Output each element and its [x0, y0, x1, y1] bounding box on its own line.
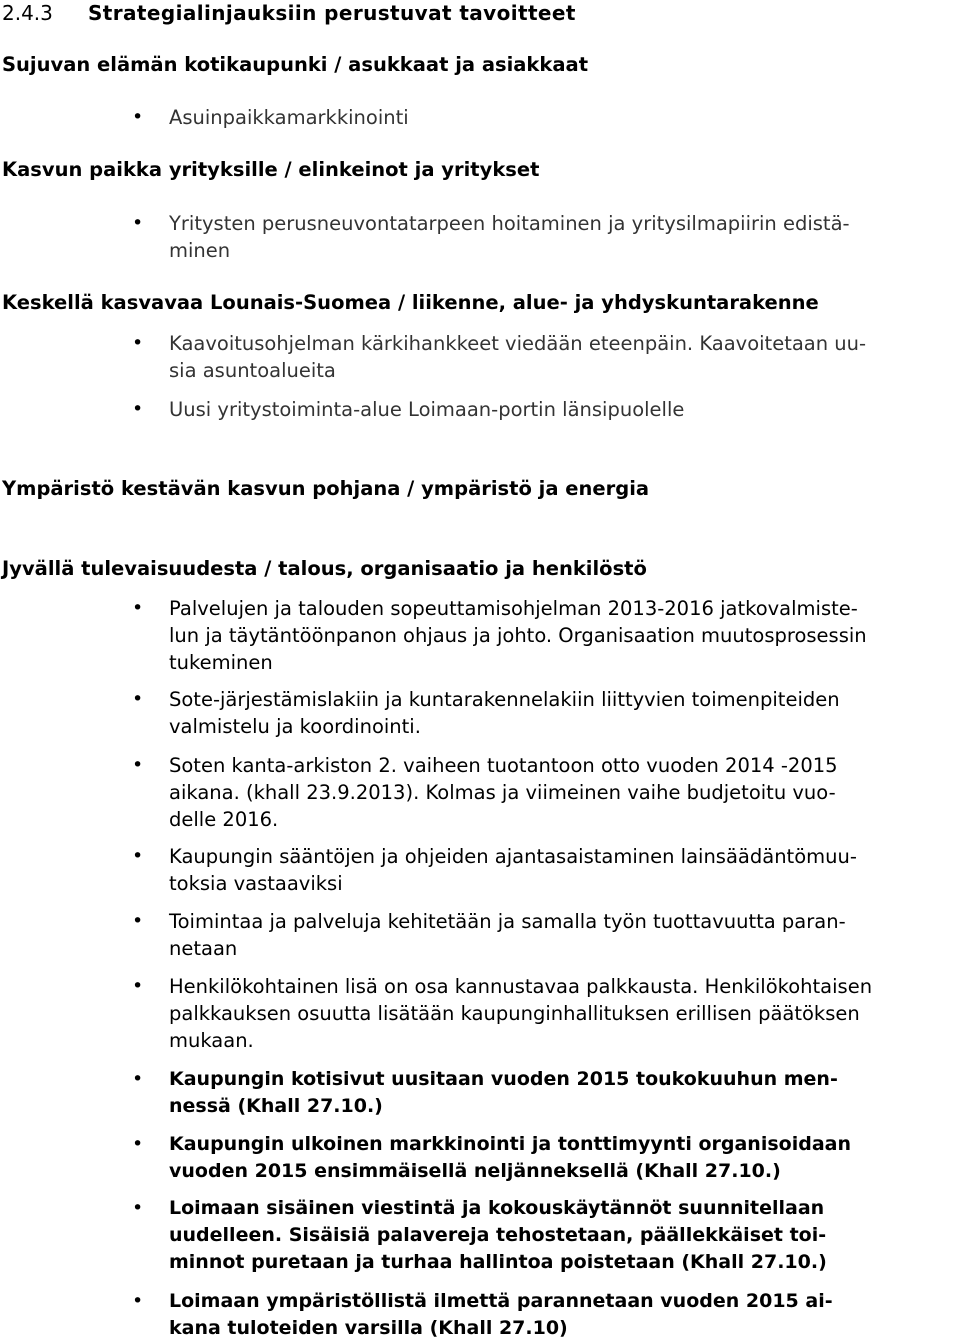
goal-title-environment: Ympäristö kestävän kasvun pohjana / ympäristö ja energia — [2, 477, 650, 500]
bullet-icon: • — [132, 1068, 144, 1090]
bullet-icon: • — [132, 597, 144, 619]
goal-title-businesses: Kasvun paikka yrityksille / elinkeinot ja yritykset — [2, 158, 540, 181]
bullet-icon: • — [132, 212, 144, 234]
bullet-icon: • — [132, 332, 144, 354]
heading-number: 2.4.3 — [2, 1, 53, 25]
bullet-icon: • — [132, 1290, 144, 1312]
bullet-icon: • — [132, 975, 144, 997]
bullet-icon: • — [132, 1197, 144, 1219]
bullet-icon: • — [132, 106, 144, 128]
bullet-icon: • — [132, 1133, 144, 1155]
section-heading — [0, 0, 960, 26]
heading-title: Strategialinjauksiin perustuvat tavoitteet — [88, 1, 576, 25]
bullet-icon: • — [132, 688, 144, 710]
document-page: 2.4.3 Strategialinjauksiin perustuvat tavoitteet Sujuvan elämän kotikaupunki / asukkaat ja asiakkaat • Asuinpaikkamarkkinointi Kasvun paikka yrityksille / elinkeinot ja yritykset • Yritysten perusneuvontatarpeen hoitaminen ja yritysilmapiirin edistä- minen Keskellä kasvavaa Lounais-Suomea / liikenne, alue- ja yhdyskuntarakenne • Kaavoitusohjelman kärkihankkeet viedään eteenpäin. Kaavoitetaan uu- sia asuntoalueita • Uusi yritystoiminta-alue Loimaan-portin länsipuolelle Ympäristö kestävän kasvun pohjana / ympäristö ja energia Jyvällä tulevaisuudesta / talous, organisaatio ja henkilöstö • Palvelujen ja talouden sopeuttamisohjelman 2013-2016 jatkovalmiste- lun ja täytäntöönpanon ohjaus ja johto. Organisaation muutosprosessin tukeminen • Sote-järjestämislakiin ja kuntarakennelakiin liittyvien toimenpiteiden valmistelu ja koordinointi. • Soten kanta-arkiston 2. vaiheen tuotantoon otto vuoden 2014 -2015 aikana. (khall 23.9.2013). Kolmas ja viimeinen vaihe budjetoitu vuo- delle 2016. • Kaupungin sääntöjen ja ohjeiden ajantasaistaminen lainsäädäntömuu- toksia vastaaviksi • Toimintaa ja palveluja kehitetään ja samalla työn tuottavuutta paran- netaan • Henkilökohtainen lisä on osa kannustavaa palkkausta. Henkilökohtaisen palkkauksen osuutta lisätään kaupunginhallituksen erillisen päätöksen mukaan. • Kaupungin kotisivut uusitaan vuoden 2015 toukokuuhun men- nessä (Khall 27.10.) • Kaupungin ulkoinen markkinointi ja tonttimyynti organisoidaan vuoden 2015 ensimmäisellä neljänneksellä (Khall 27.10.) • Loimaan sisäinen viestintä ja kokouskäytännöt suunnitellaan uudelleen. Sisäisiä palavereja tehostetaan, päällekkäiset toi- minnot puretaan ja turhaa hallintoa poistetaan (Khall 27.10.) • Loimaan ympäristöllistä ilmettä parannetaan vuoden 2015 ai- kana tuloteiden varsilla (Khall 27.10) — [0, 0, 960, 1339]
bullet-icon: • — [132, 398, 144, 420]
goal-title-infrastructure: Keskellä kasvavaa Lounais-Suomea / liikenne, alue- ja yhdyskuntarakenne — [2, 291, 819, 314]
bullet-icon: • — [132, 910, 144, 932]
goal-title-economy: Jyvällä tulevaisuudesta / talous, organisaatio ja henkilöstö — [2, 557, 647, 580]
bullet-icon: • — [132, 754, 144, 776]
goal-title-residents: Sujuvan elämän kotikaupunki / asukkaat ja asiakkaat — [2, 53, 589, 76]
bullet-icon: • — [132, 845, 144, 867]
